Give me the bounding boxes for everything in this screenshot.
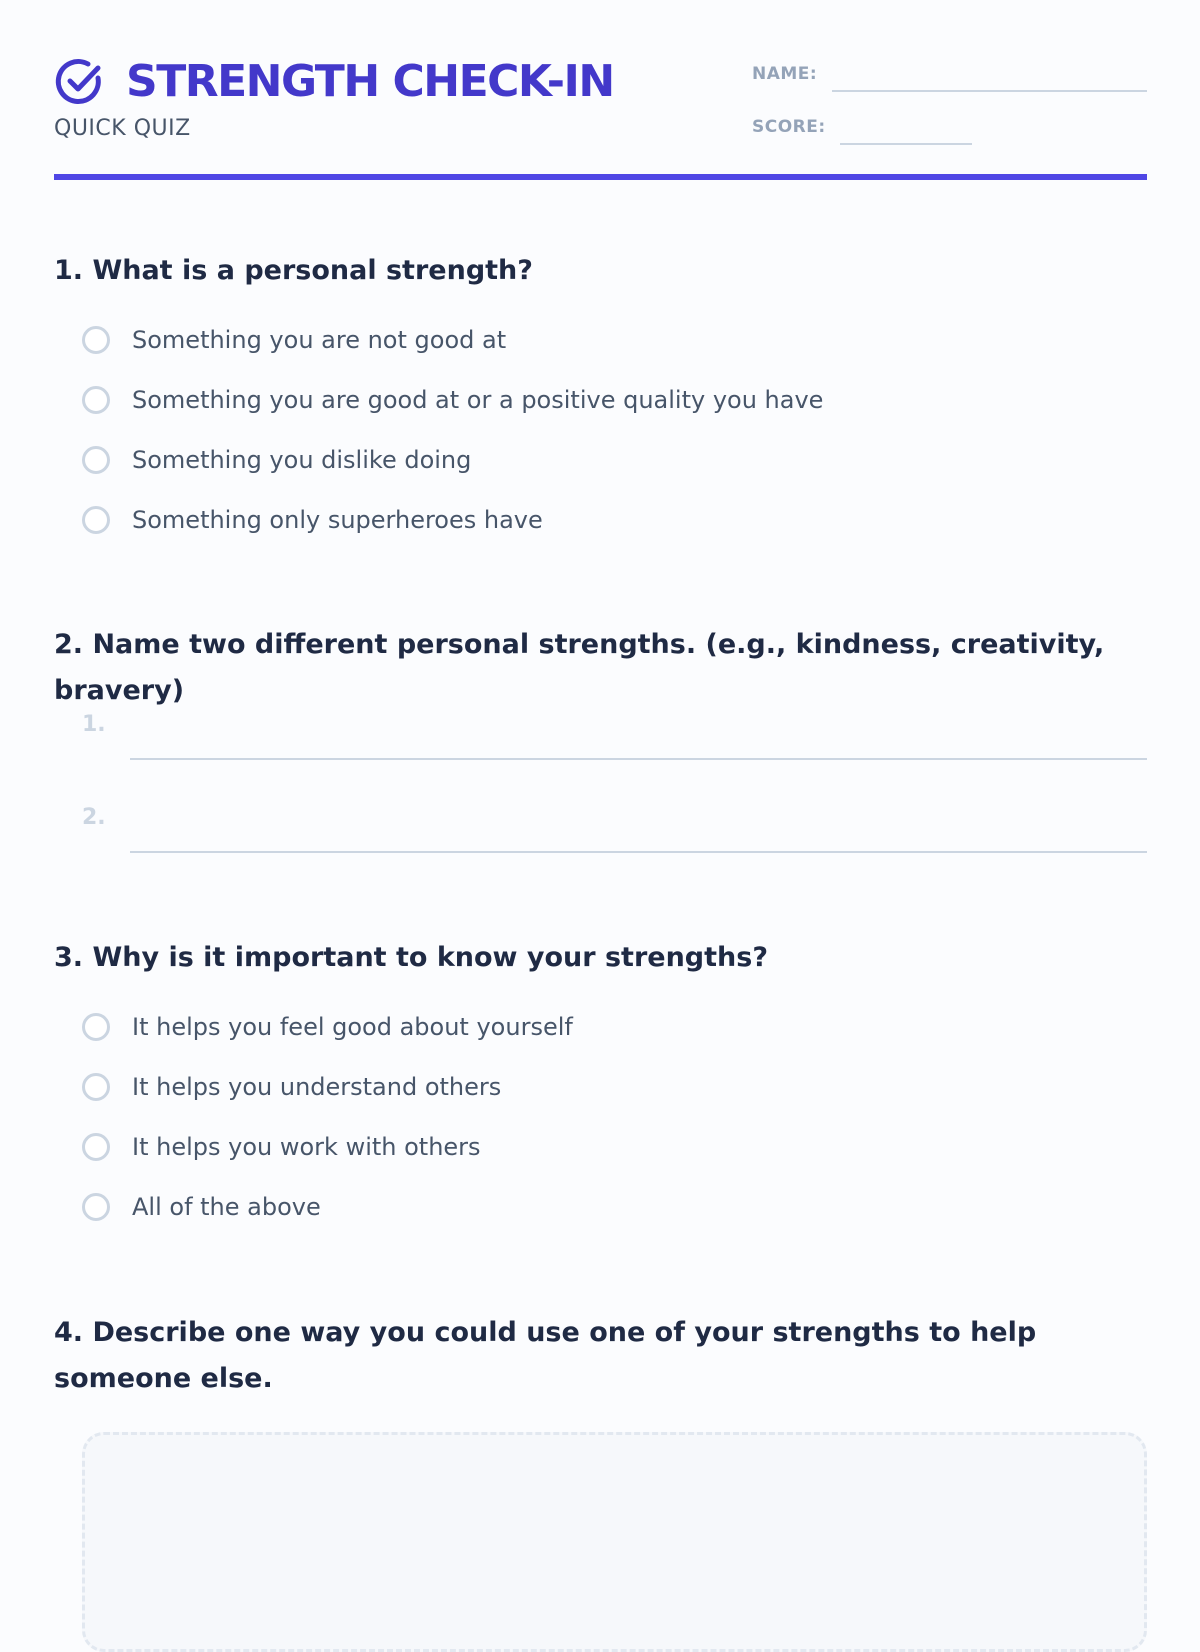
header-divider <box>54 174 1147 180</box>
radio-button[interactable] <box>82 1193 110 1221</box>
option-label: All of the above <box>132 1193 321 1221</box>
option-label: It helps you feel good about yourself <box>132 1013 573 1041</box>
option-q3-d[interactable] <box>82 1187 321 1227</box>
option-q1-b[interactable] <box>82 380 823 420</box>
answer-blank-2[interactable] <box>82 793 1147 853</box>
page-subtitle: QUICK QUIZ <box>54 116 191 141</box>
check-circle-icon <box>54 56 106 108</box>
page-title: STRENGTH CHECK-IN <box>126 56 614 107</box>
option-label: It helps you understand others <box>132 1073 502 1101</box>
option-label: It helps you work with others <box>132 1133 481 1161</box>
option-q3-b[interactable] <box>82 1067 501 1107</box>
radio-button[interactable] <box>82 326 110 354</box>
quiz-header <box>54 0 1147 182</box>
option-label: Something you dislike doing <box>132 446 472 474</box>
radio-button[interactable] <box>82 446 110 474</box>
score-field[interactable] <box>840 143 972 145</box>
blank-number: 2. <box>82 805 106 830</box>
radio-button[interactable] <box>82 1013 110 1041</box>
option-label: Something you are good at or a positive quality you have <box>132 386 824 414</box>
quiz-page <box>54 0 1147 1600</box>
radio-button[interactable] <box>82 506 110 534</box>
option-q3-c[interactable] <box>82 1127 481 1167</box>
score-label: SCORE: <box>752 117 826 137</box>
question-3: 3. Why is it important to know your strengths? <box>54 942 768 973</box>
answer-line[interactable] <box>130 758 1147 760</box>
option-label: Something you are not good at <box>132 326 507 354</box>
question-1: 1. What is a personal strength? <box>54 255 533 286</box>
question-4: 4. Describe one way you could use one of your strengths to help someone else. <box>54 1317 1037 1394</box>
option-q1-d[interactable] <box>82 500 543 540</box>
option-q3-a[interactable] <box>82 1007 573 1047</box>
radio-button[interactable] <box>82 1133 110 1161</box>
answer-line[interactable] <box>130 851 1147 853</box>
title-row <box>54 56 614 108</box>
radio-button[interactable] <box>82 386 110 414</box>
blank-number: 1. <box>82 712 106 737</box>
long-answer-box[interactable] <box>82 1432 1147 1652</box>
name-field[interactable] <box>832 90 1147 92</box>
option-q1-c[interactable] <box>82 440 471 480</box>
question-2: 2. Name two different personal strengths. (e.g., kindness, creativity, bravery) <box>54 629 1105 706</box>
radio-button[interactable] <box>82 1073 110 1101</box>
option-label: Something only superheroes have <box>132 506 543 534</box>
name-label: NAME: <box>752 64 818 84</box>
option-q1-a[interactable] <box>82 320 506 360</box>
answer-blank-1[interactable] <box>82 700 1147 760</box>
